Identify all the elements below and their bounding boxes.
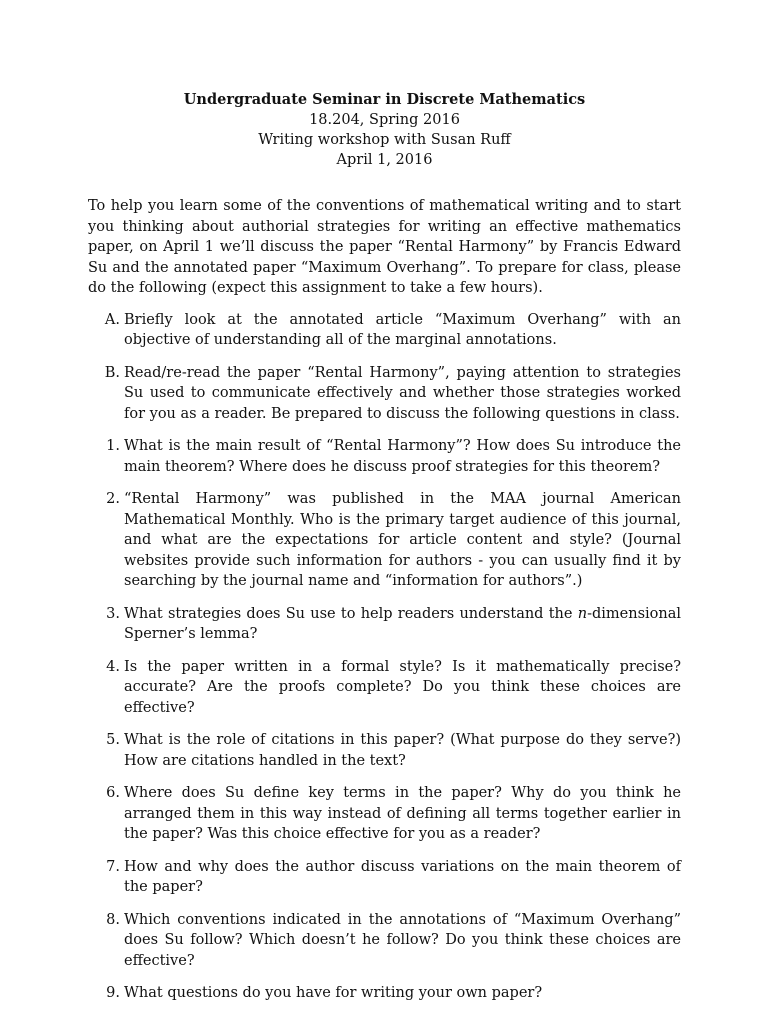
question-number: 3. (106, 605, 120, 622)
task-item (88, 310, 681, 351)
document-title: Undergraduate Seminar in Discrete Mathematics (183, 91, 586, 108)
question-item (88, 436, 681, 477)
question-item (88, 983, 681, 1004)
question-text: Where does Su define key terms in the paper? Why do you think he arranged them in this way instead of defining all terms together earlier in the paper? Was this choice effective for you as a reader? (124, 785, 681, 842)
task-item (88, 363, 681, 425)
question-text: What is the main result of “Rental Harmony”? How does Su introduce the main theorem? Where does he discuss proof strategies for this theorem? (124, 438, 681, 475)
question-item (88, 857, 681, 898)
question-item (88, 604, 681, 645)
task-text: Read/re-read the paper “Rental Harmony”, paying attention to strategies Su used to communicate effectively and whether those strategies worked for you as a reader. Be prepared to discuss the following questions in class. (124, 364, 681, 422)
math-variable-n: n (577, 605, 588, 622)
question-text: “Rental Harmony” was published in the MAA journal American Mathematical Monthly. Who is the primary target audience of this journal, and what are the expectations for article content and style? (Journal websites provide such information for authors - you can usually find it by searching by the journal name and “information for authors”.) (124, 491, 681, 589)
question-number: 9. (106, 985, 120, 1001)
question-item (88, 730, 681, 771)
question-item (88, 489, 681, 592)
document-header (88, 90, 681, 170)
question-item (88, 657, 681, 719)
question-text-after: -dimensional Sperner’s lemma? (124, 605, 681, 642)
question-text-before: What strategies does Su use to help readers understand the (124, 605, 578, 622)
intro-paragraph: To help you learn some of the conventions of mathematical writing and to start you thinking about authorial strategies for writing an effective mathematics paper, on April 1 we’ll discuss the paper “Rental Harmony” by Francis Edward Su and the annotated paper “Maximum Overhang”. To prepare for class, please do the following (expect this assignment to take a few hours). (88, 198, 681, 296)
question-item (88, 910, 681, 972)
question-text: Which conventions indicated in the annotations of “Maximum Overhang” does Su follow? Which doesn’t he follow? Do you think these choices are effective? (124, 911, 681, 969)
question-item (88, 783, 681, 845)
question-text: How and why does the author discuss variations on the main theorem of the paper? (124, 858, 681, 895)
question-number: 5. (106, 732, 120, 748)
question-number: 8. (106, 911, 120, 928)
task-label: B. (104, 364, 120, 381)
question-number: 1. (106, 438, 120, 454)
task-label: A. (104, 311, 120, 328)
date-line: April 1, 2016 (336, 152, 433, 168)
question-text: What questions do you have for writing your own paper? (124, 985, 543, 1001)
task-text: Briefly look at the annotated article “Maximum Overhang” with an objective of understanding all of the marginal annotations. (124, 311, 681, 348)
document-page (88, 90, 681, 1016)
question-number: 4. (106, 658, 120, 675)
question-text: What is the role of citations in this paper? (What purpose do they serve?) How are citations handled in the text? (124, 732, 681, 769)
task-list (88, 310, 681, 1004)
question-text (124, 606, 681, 643)
workshop-line: Writing workshop with Susan Ruff (258, 132, 511, 148)
question-number: 6. (106, 785, 120, 801)
question-text: Is the paper written in a formal style? Is it mathematically precise? accurate? Are the proofs complete? Do you think these choices are effective? (124, 658, 681, 716)
question-number: 2. (106, 491, 120, 507)
course-line: 18.204, Spring 2016 (309, 112, 460, 128)
question-number: 7. (106, 858, 120, 875)
